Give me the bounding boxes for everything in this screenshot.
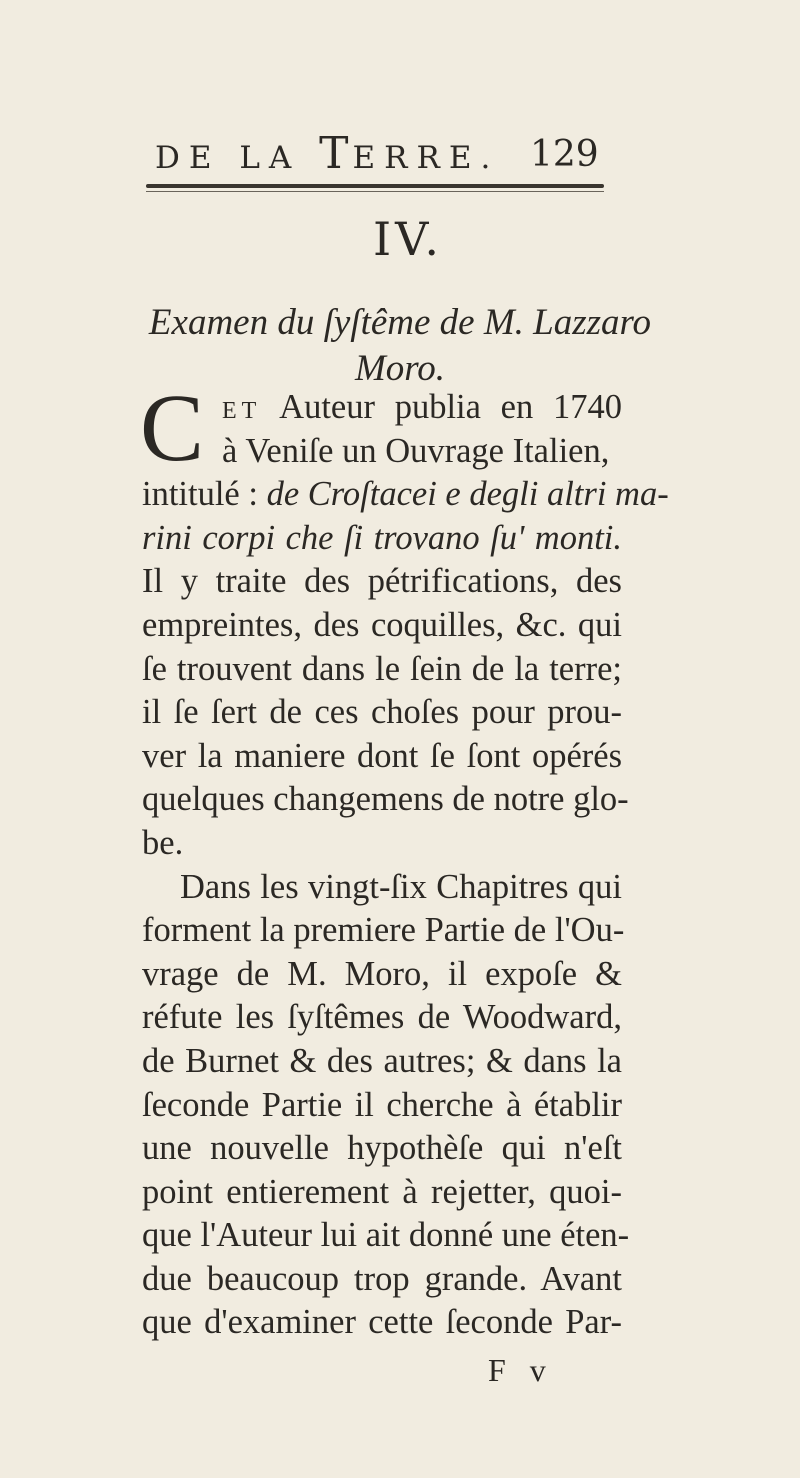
text-line: Dans les vingt-ſix Chapitres qui (180, 867, 622, 906)
section-number: IV. (373, 212, 443, 266)
header-rule (146, 184, 604, 188)
first-word-smallcaps: et (222, 388, 262, 426)
text-line: due beaucoup trop grande. Avant (142, 1259, 622, 1298)
text-line-italic: rini corpi che ſi trovano ſu' monti. (142, 518, 622, 557)
text-line: il ſe ſert de ces choſes pour prou- (142, 693, 622, 732)
text-line: ver la maniere dont ſe ſont opérés (142, 736, 622, 775)
text-line: ſeconde Partie il cherche à établir (142, 1085, 622, 1124)
text-line: réfute les ſyſtêmes de Woodward, (142, 998, 622, 1037)
running-head-pre: DE LA (155, 140, 320, 176)
text-line: be. (142, 823, 184, 862)
text-line: que l'Auteur lui ait donné une éten- (142, 1216, 630, 1255)
signature-mark: F v (488, 1352, 554, 1388)
text-line: de Burnet & des autres; & dans la (142, 1041, 622, 1080)
text-line: Il y traite des pétrifications, des (142, 562, 622, 601)
running-head-post: ERRE. (352, 140, 500, 176)
text-line: quelques changemens de notre glo- (142, 780, 629, 819)
text-line: à Veniſe un Ouvrage Italien, (222, 431, 610, 470)
running-head-capital: T (319, 128, 353, 179)
text-line: une nouvelle hypothèſe qui n'eſt (142, 1129, 622, 1168)
section-title-line-2: Moro. (354, 348, 446, 389)
body-text (142, 386, 669, 1345)
running-head (155, 128, 595, 179)
text-line: forment la premiere Partie de l'Ou- (142, 911, 625, 950)
text-line: que d'examiner cette ſeconde Par- (142, 1303, 622, 1342)
header-rule-thin (146, 191, 604, 192)
page-number: 129 (530, 134, 599, 175)
italic-title: de Croſtacei e degli altri ma- (266, 475, 669, 514)
text-line: empreintes, des coquilles, &c. qui (142, 605, 622, 644)
text-line: et Auteur publia en 1740 (222, 388, 622, 426)
section-title-line-1: Examen du ſyſtême de M. Lazzaro (148, 302, 652, 343)
text-line: vrage de M. Moro, il expoſe & (142, 954, 622, 993)
text-line: point entierement à rejetter, quoi- (142, 1172, 622, 1211)
text-line: intitulé : de Croſtacei e degli altri ma- (142, 475, 669, 514)
text-line: ſe trouvent dans le ſein de la terre; (142, 649, 622, 688)
drop-cap: C (140, 374, 205, 481)
